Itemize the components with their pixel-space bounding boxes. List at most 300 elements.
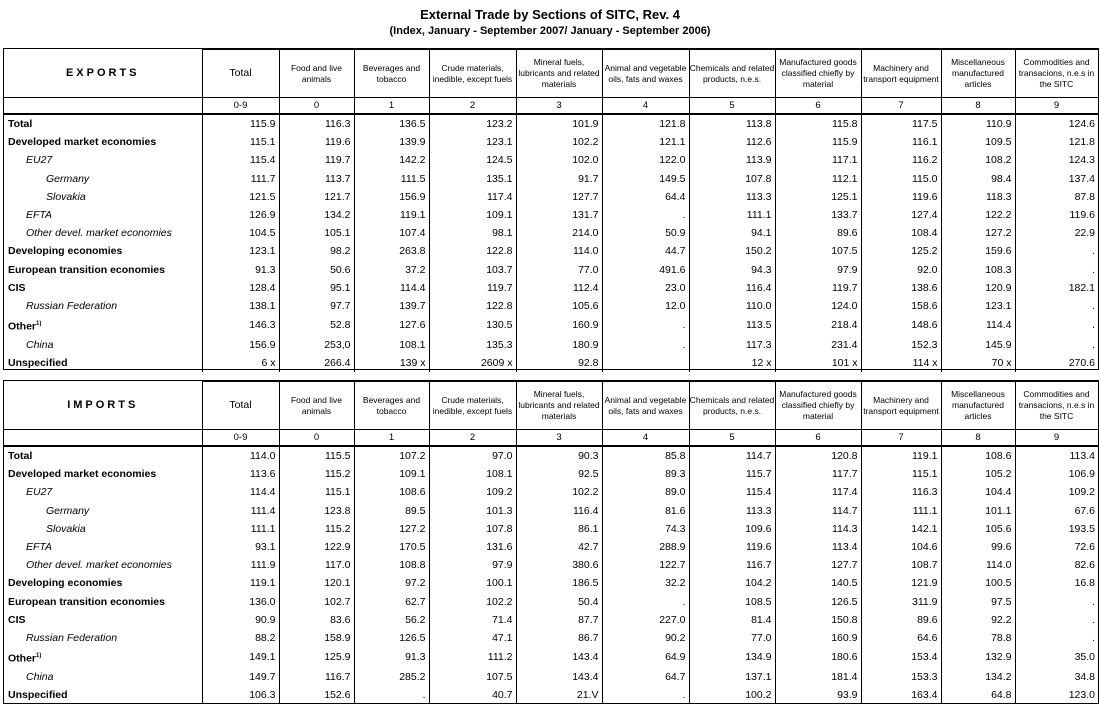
table-cell: 122.0 [602,151,689,169]
table-row [4,336,1098,354]
table-cell: 102.2 [516,483,602,501]
column-header: Food and live animals [279,382,354,430]
table-cell: 40.7 [429,686,516,704]
table-cell: 122.2 [941,206,1015,224]
table-cell: 111.5 [354,170,429,188]
table-cell: 106.3 [202,686,279,704]
table-cell: . [1092,631,1095,644]
table-cell: 128.4 [202,279,279,297]
table-cell: 108.5 [689,593,775,611]
table-cell: 92.8 [516,354,602,372]
table-cell: 110.0 [689,297,775,315]
table-cell: 109.1 [429,206,516,224]
table-cell: 91.3 [202,261,279,279]
table-cell: 152.3 [861,336,941,354]
table-cell: . [602,336,689,354]
column-code: 8 [941,98,1015,115]
table-cell: 62.7 [354,593,429,611]
row-label [4,668,202,686]
table-cell: 115.2 [279,465,354,483]
row-label [4,556,202,574]
table-cell: 122.8 [429,242,516,260]
table-row [4,520,1098,538]
row-label [4,170,202,188]
table-cell: 101 x [775,354,861,372]
table-cell: 116.4 [516,502,602,520]
table-cell: 119.6 [279,133,354,151]
row-label [4,279,202,297]
table-cell: 131.7 [516,206,602,224]
table-row [4,668,1098,686]
table-cell: 34.8 [1074,670,1095,683]
table-cell: 90.9 [202,611,279,629]
table-cell: 6 x [202,354,279,372]
column-header: Food and live animals [279,50,354,98]
table-cell: 64.9 [602,647,689,668]
table-cell: 111.1 [861,502,941,520]
column-code: 7 [861,98,941,115]
table-cell: . [354,686,429,704]
table-cell: 105.6 [941,520,1015,538]
row-label [4,520,202,538]
table-cell: 74.3 [602,520,689,538]
table-cell: 115.7 [689,465,775,483]
footnote-marker: 1) [36,653,42,660]
table-cell: 91.7 [516,170,602,188]
column-header: Miscellaneous manufactured articles [941,50,1015,98]
table-cell: . [602,593,689,611]
table-cell: 104.5 [202,224,279,242]
table-cell: 23.0 [602,279,689,297]
table-cell: 103.7 [429,261,516,279]
table-cell [602,354,689,372]
table-cell: . [1092,263,1095,276]
table-cell: 120.8 [775,446,861,465]
row-label-text: Slovakia [46,190,86,203]
row-label-text: Developed market economies [8,468,157,481]
row-label [4,593,202,611]
row-label [4,133,202,151]
row-label [4,465,202,483]
table-cell: 92.5 [516,465,602,483]
table-cell: 113.3 [689,188,775,206]
column-header: Animal and vegetable oils, fats and waxes [602,50,689,98]
column-code: 6 [775,430,861,447]
row-label-text: Unspecified [8,356,68,369]
row-label-text: Other [8,652,37,665]
table-cell: 108.4 [861,224,941,242]
table-cell: 263.8 [354,242,429,260]
table-cell: 105.1 [279,224,354,242]
table-cell: 149.7 [202,668,279,686]
table-cell: 113.9 [689,151,775,169]
column-code: 5 [689,98,775,115]
table-cell: 186.5 [516,574,602,592]
column-header: Commodities and transacions, n.e.s in the SITC [1015,50,1098,98]
table-cell: 110.9 [941,114,1015,133]
table-cell: 113.3 [689,502,775,520]
row-label-text: Germany [46,172,90,185]
table-row [4,279,1098,297]
column-header: Animal and vegetable oils, fats and waxes [602,382,689,430]
table-cell: 158.9 [279,629,354,647]
table-row [4,354,1098,372]
table-cell: 107.5 [429,668,516,686]
table-cell: 214.0 [516,224,602,242]
table-cell: 126.5 [354,629,429,647]
exports-table-block [3,48,1099,370]
table-cell: 107.5 [775,242,861,260]
table-cell: 50.6 [279,261,354,279]
table-cell: 193.5 [1068,522,1095,535]
table-cell: 138.1 [202,297,279,315]
table-cell: 114.0 [941,556,1015,574]
table-cell: 114.7 [689,446,775,465]
column-header: Manufactured goods classified chiefly by material [775,382,861,430]
table-cell: 160.9 [775,629,861,647]
table-cell: 115.9 [775,133,861,151]
table-cell: 119.1 [861,446,941,465]
table-cell: 97.9 [429,556,516,574]
row-label [4,629,202,647]
table-cell: 71.4 [429,611,516,629]
table-cell: 266.4 [279,354,354,372]
table-cell: 137.1 [689,668,775,686]
table-cell: 113.5 [689,315,775,336]
table-cell: 115.2 [279,520,354,538]
table-cell: 115.0 [861,170,941,188]
page-subtitle: (Index, January - September 2007/ January - September 2006) [389,25,711,37]
table-row [4,502,1098,520]
table-cell: 119.6 [689,538,775,556]
row-label [4,483,202,501]
table-row [4,647,1098,668]
table-cell: 120.9 [941,279,1015,297]
table-cell: 99.6 [941,538,1015,556]
table-cell: 121.5 [202,188,279,206]
column-code: 4 [602,430,689,447]
column-code: 5 [689,430,775,447]
row-label [4,114,202,133]
table-cell: 123.0 [1068,688,1095,701]
table-cell: 139.9 [354,133,429,151]
table-row [4,315,1098,336]
table-cell: 116.3 [861,483,941,501]
table-cell: 135.1 [429,170,516,188]
table-cell: 114 x [861,354,941,372]
table-cell: 133.7 [775,206,861,224]
table-cell: 111.2 [429,647,516,668]
table-row [4,206,1098,224]
table-cell: 142.1 [861,520,941,538]
table-cell: 150.8 [775,611,861,629]
table-cell: 81.6 [602,502,689,520]
table-cell: 134.2 [941,668,1015,686]
column-code: 2 [429,430,516,447]
table-row [4,593,1098,611]
table-cell: 121.8 [602,114,689,133]
row-label-text: EU27 [26,154,53,167]
table-cell: 137.4 [1068,172,1095,185]
table-cell: 113.4 [775,538,861,556]
table-row [4,574,1098,592]
table-cell: 72.6 [1074,541,1095,554]
table-cell: 127.2 [354,520,429,538]
table-row [4,686,1098,704]
table-cell: 89.6 [775,224,861,242]
table-cell: 109.5 [941,133,1015,151]
table-cell: 127.2 [941,224,1015,242]
table-cell: 127.7 [775,556,861,574]
table-cell: 112.6 [689,133,775,151]
table-row [4,465,1098,483]
table-cell: 119.6 [861,188,941,206]
table-cell: 116.3 [279,114,354,133]
table-cell: 100.5 [941,574,1015,592]
row-label-text: European transition economies [8,263,165,276]
column-header: Chemicals and related products, n.e.s. [689,382,775,430]
row-label-text: Slovakia [46,522,86,535]
table-cell: 136.0 [202,593,279,611]
table-cell: 97.7 [279,297,354,315]
table-cell: 138.6 [861,279,941,297]
row-label [4,538,202,556]
table-cell: 97.0 [429,446,516,465]
table-cell: 123.2 [429,114,516,133]
table-cell: 101.9 [516,114,602,133]
column-header: Machinery and transport equipment [861,382,941,430]
table-cell: 123.1 [202,242,279,260]
column-code: 1 [354,98,429,115]
table-cell: 107.4 [354,224,429,242]
table-cell: 163.4 [861,686,941,704]
table-cell: 90.2 [602,629,689,647]
table-cell: 90.3 [516,446,602,465]
table-cell: 108.2 [941,151,1015,169]
table-cell: 125.2 [861,242,941,260]
table-cell: 111.4 [202,502,279,520]
table-cell: 102.7 [279,593,354,611]
table-cell: 113.8 [689,114,775,133]
table-cell: 181.4 [775,668,861,686]
table-cell: 148.6 [861,315,941,336]
row-label [4,502,202,520]
table-cell: 122.9 [279,538,354,556]
table-row [4,556,1098,574]
table-cell: 125.9 [279,647,354,668]
table-cell: 111.1 [202,520,279,538]
table-cell: 127.7 [516,188,602,206]
table-cell: 117.4 [429,188,516,206]
table-cell: 83.6 [279,611,354,629]
table-cell: 145.9 [941,336,1015,354]
table-cell: 12 x [689,354,775,372]
table-cell: 116.2 [861,151,941,169]
row-label-text: EFTA [26,541,53,554]
table-cell: 114.4 [202,483,279,501]
table-cell: 89.3 [602,465,689,483]
column-code: 4 [602,98,689,115]
column-header: Beverages and tobacco [354,382,429,430]
column-header: Total [202,382,279,430]
row-label-text: EFTA [26,209,53,222]
row-label-text: Total [8,118,33,131]
row-label-text: Developing economies [8,577,123,590]
table-cell: 100.2 [689,686,775,704]
table-cell: 125.1 [775,188,861,206]
table-cell: 102.2 [516,133,602,151]
row-label-text: EU27 [26,486,53,499]
table-cell: 119.7 [279,151,354,169]
row-label-text: CIS [8,613,26,626]
table-cell: 89.0 [602,483,689,501]
table-cell: . [1092,338,1095,351]
table-row [4,297,1098,315]
table-cell: 116.1 [861,133,941,151]
table-row [4,170,1098,188]
table-cell: 116.7 [689,556,775,574]
code-row-spacer [4,430,202,447]
row-label-text: Developed market economies [8,136,157,149]
table-cell: 143.4 [516,647,602,668]
table-cell: 94.1 [689,224,775,242]
table-cell: 143.4 [516,668,602,686]
column-code: 3 [516,430,602,447]
table-cell: 227.0 [602,611,689,629]
table-cell: 92.2 [941,611,1015,629]
table-cell: 140.5 [775,574,861,592]
column-header-row [4,50,1098,98]
table-cell: 126.9 [202,206,279,224]
table-cell: 93.1 [202,538,279,556]
table-cell: 98.2 [279,242,354,260]
table-cell: 124.6 [1068,118,1095,131]
table-cell: 132.9 [941,647,1015,668]
column-code: 9 [1015,98,1098,115]
table-cell: 123.1 [941,297,1015,315]
imports-table [4,381,1099,704]
table-cell: 97.5 [941,593,1015,611]
table-cell: 380.6 [516,556,602,574]
row-label-text: European transition economies [8,595,165,608]
code-row-spacer [4,98,202,115]
table-cell: 121.1 [602,133,689,151]
table-cell: 87.8 [1074,190,1095,203]
table-cell: 78.8 [941,629,1015,647]
section-label: IMPORTS [4,382,202,430]
table-cell: 117.0 [279,556,354,574]
table-cell: 122.7 [602,556,689,574]
table-cell: 113.6 [202,465,279,483]
table-cell: 158.6 [861,297,941,315]
table-row [4,538,1098,556]
table-cell: 89.5 [354,502,429,520]
table-cell: 116.4 [689,279,775,297]
table-row [4,261,1098,279]
table-cell: 115.8 [775,114,861,133]
table-cell: 52.8 [279,315,354,336]
table-row [4,483,1098,501]
table-cell: 116.7 [279,668,354,686]
column-header: Crude materials, inedible, except fuels [429,50,516,98]
row-label [4,224,202,242]
row-label-text: China [26,670,54,683]
table-cell: 153.4 [861,647,941,668]
column-header: Total [202,50,279,98]
table-cell: 130.5 [429,315,516,336]
table-cell: 47.1 [429,629,516,647]
table-cell: 115.4 [689,483,775,501]
table-cell: 64.4 [602,188,689,206]
table-cell: 97.9 [775,261,861,279]
table-cell: 93.9 [775,686,861,704]
table-cell: 86.7 [516,629,602,647]
table-cell: 109.2 [429,483,516,501]
table-cell: 44.7 [602,242,689,260]
table-cell: 153.3 [861,668,941,686]
table-cell: 124.0 [775,297,861,315]
page-title: External Trade by Sections of SITC, Rev. 4 [420,7,680,22]
table-cell: 159.6 [941,242,1015,260]
table-cell: 127.6 [354,315,429,336]
table-cell: 180.6 [775,647,861,668]
table-cell: 112.4 [516,279,602,297]
table-cell: 150.2 [689,242,775,260]
table-cell: 22.9 [1074,227,1095,240]
table-cell: 121.7 [279,188,354,206]
row-label [4,686,202,704]
column-header-row [4,382,1098,430]
column-code: 9 [1015,430,1098,447]
table-cell: 95.1 [279,279,354,297]
column-code: 3 [516,98,602,115]
table-cell: . [602,206,689,224]
table-cell: 160.9 [516,315,602,336]
table-cell: 85.8 [602,446,689,465]
column-code: 6 [775,98,861,115]
table-cell: 105.2 [941,465,1015,483]
table-cell: 117.1 [775,151,861,169]
row-label-text: Other devel. market economies [26,559,172,572]
table-cell: 149.5 [602,170,689,188]
table-row [4,188,1098,206]
row-label [4,354,202,372]
table-cell: 124.5 [429,151,516,169]
row-label-text: Other [8,320,37,333]
row-label [4,188,202,206]
table-cell: 139 x [354,354,429,372]
column-header: Chemicals and related products, n.e.s. [689,50,775,98]
table-row [4,224,1098,242]
table-cell: 105.6 [516,297,602,315]
table-cell: 117.5 [861,114,941,133]
table-cell: . [1092,299,1095,312]
table-cell: 142.2 [354,151,429,169]
row-label [4,315,202,336]
table-row [4,611,1098,629]
table-cell: 91.3 [354,647,429,668]
table-cell: 109.6 [689,520,775,538]
column-code: 0 [279,98,354,115]
row-label [4,611,202,629]
table-cell: 107.2 [354,446,429,465]
row-label-text: Russian Federation [26,299,118,312]
row-label-text: Unspecified [8,688,68,701]
table-cell: 121.9 [861,574,941,592]
column-code: 8 [941,430,1015,447]
column-header: Miscellaneous manufactured articles [941,382,1015,430]
table-cell: 113.7 [279,170,354,188]
